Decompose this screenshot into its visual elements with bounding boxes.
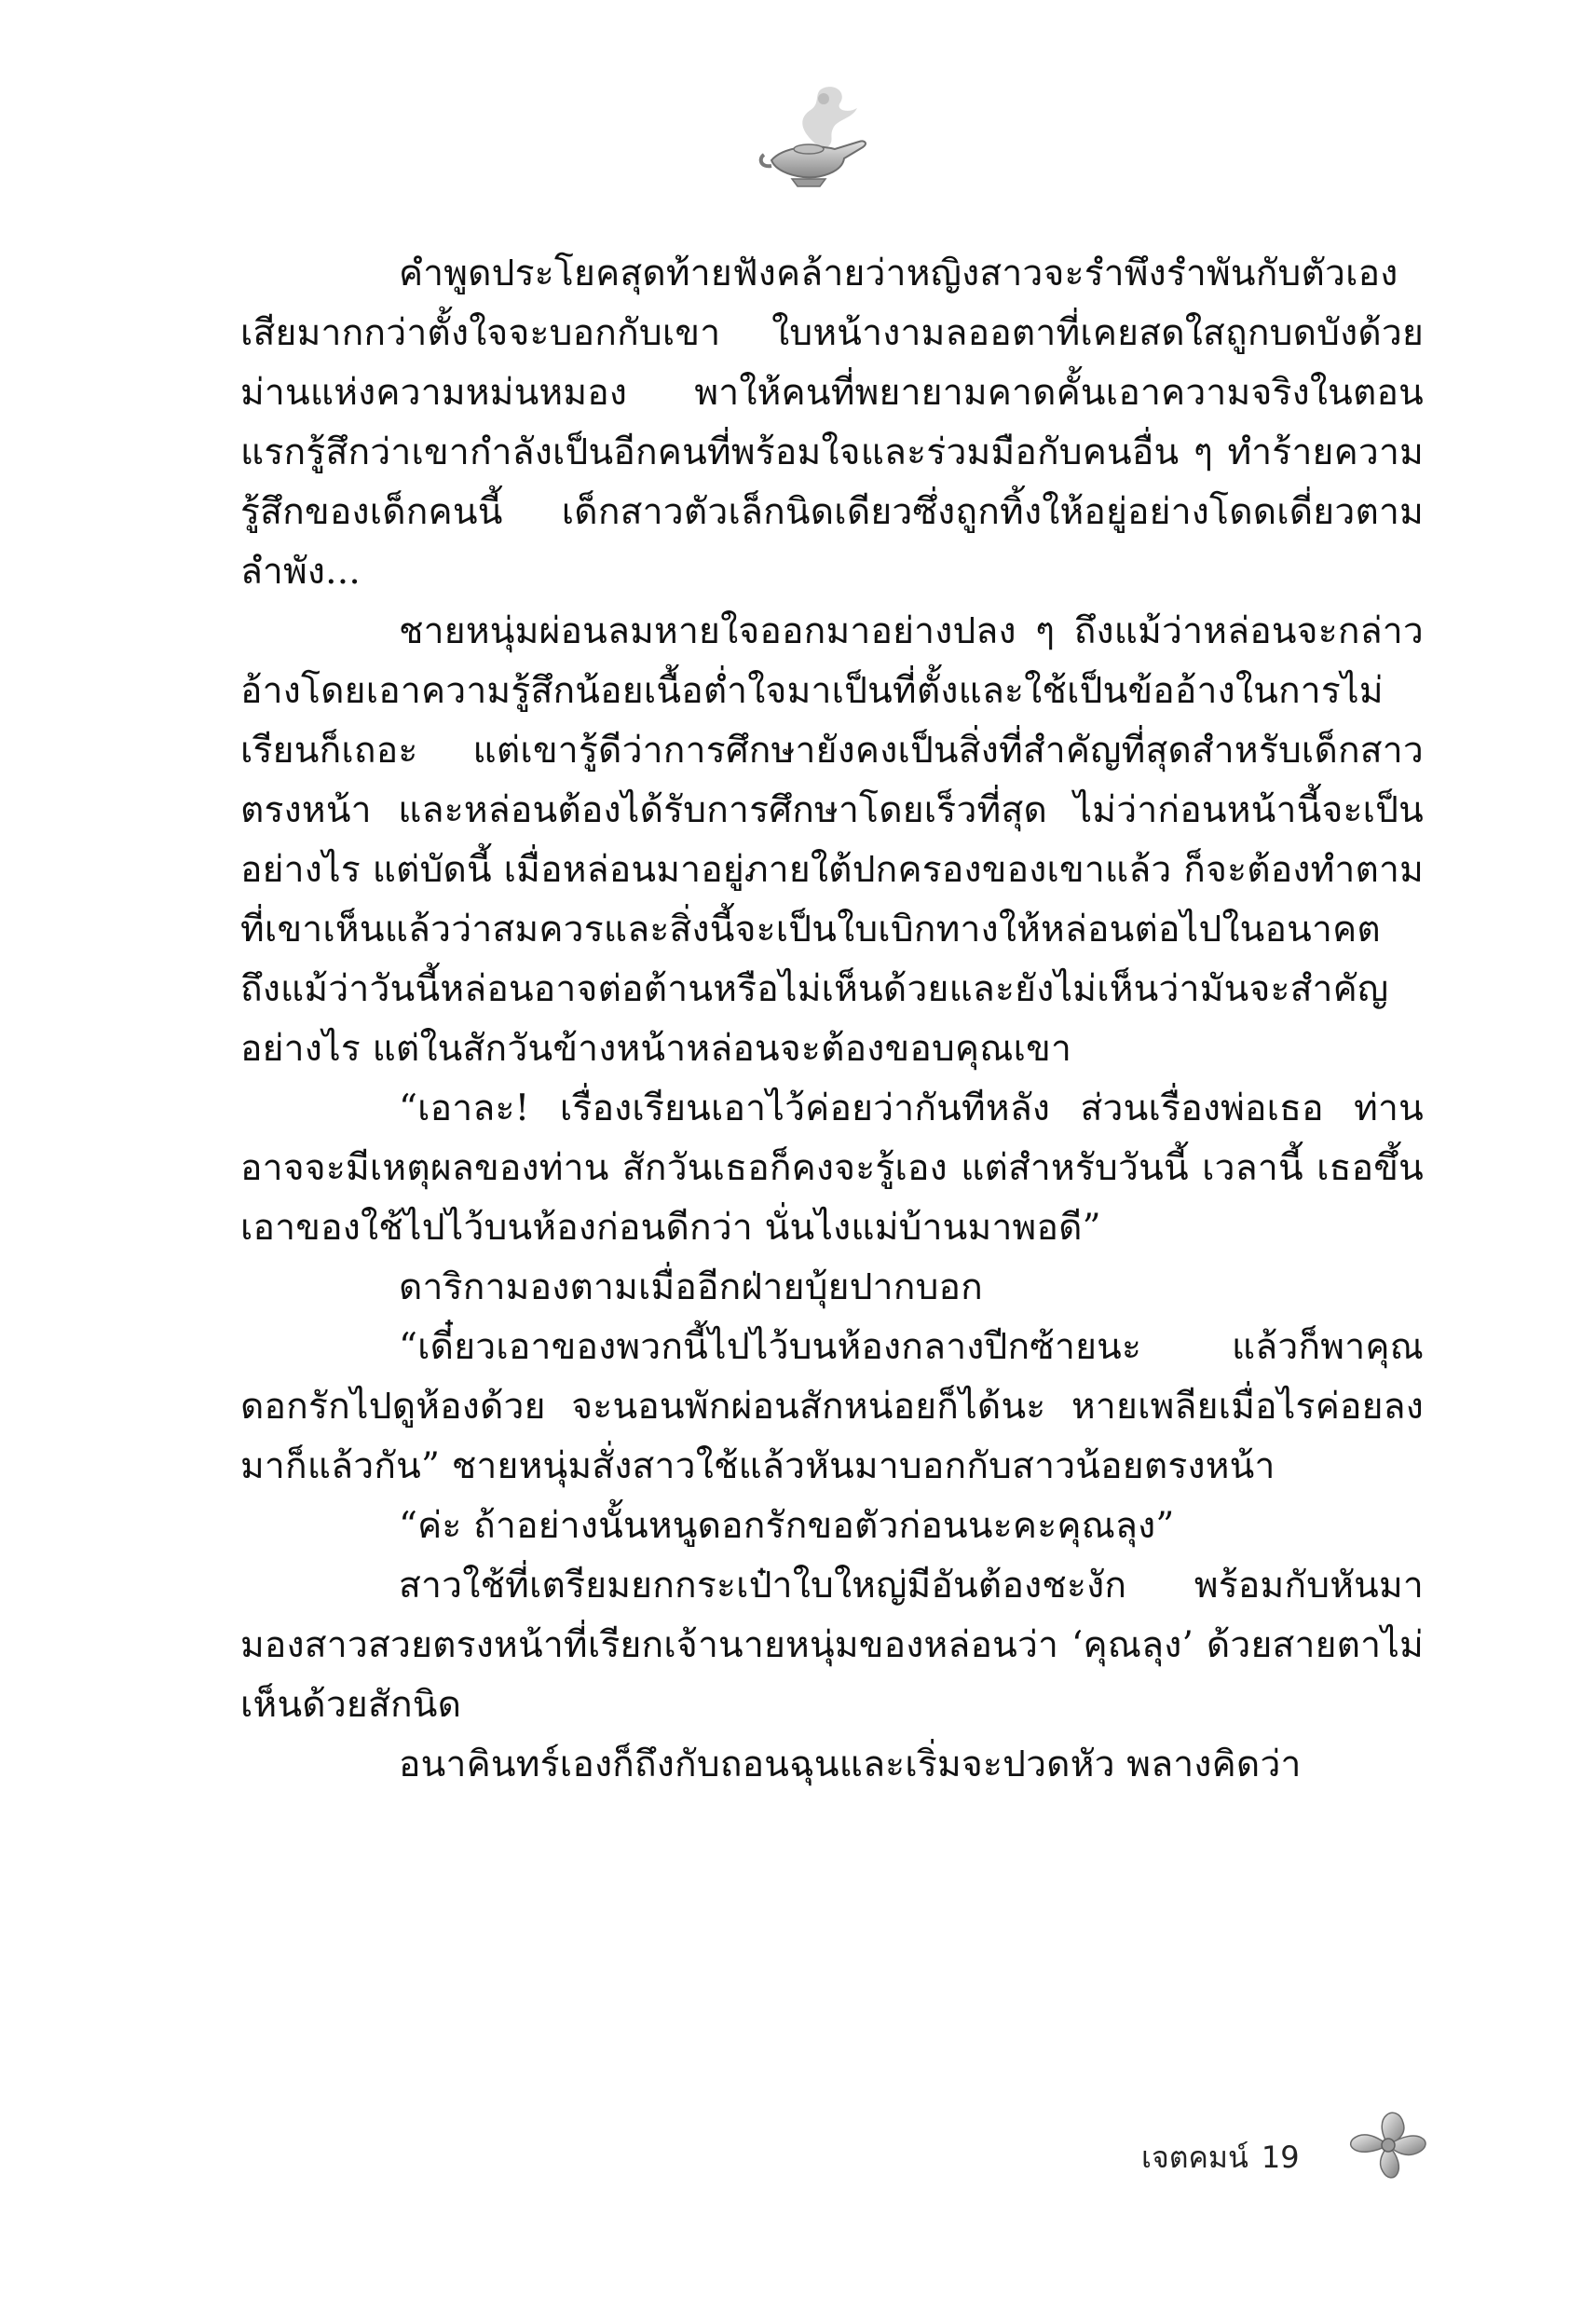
paragraph: ชายหนุ่มผ่อนลมหายใจออกมาอย่างปลง ๆ ถึงแม้ว่าหล่อนจะกล่าวอ้างโดยเอาความรู้สึกน้อยเนื้อต่ำใจมาเป็นที่ตั้งและใช้เป็นข้ออ้างในการไม่เรียนก็เถอะ แต่เขารู้ดีว่าการศึกษายังคงเป็นสิ่งที่สำคัญที่สุดสำหรับเด็กสาวตรงหน้า และหล่อนต้องได้รับการศึกษาโดยเร็วที่สุด ไม่ว่าก่อนหน้านี้จะเป็นอย่างไร แต่บัดนี้ เมื่อหล่อนมาอยู่ภายใต้ปกครองของเขาแล้ว ก็จะต้องทำตามที่เขาเห็นแล้วว่าสมควรและสิ่งนี้จะเป็นใบเบิกทางให้หล่อนต่อไปในอนาคต ถึงแม้ว่าวันนี้หล่อนอาจต่อต้านหรือไม่เห็นด้วยและยังไม่เห็นว่ามันจะสำคัญอย่างไร แต่ในสักวันข้างหน้าหล่อนจะต้องขอบคุณเขา <box>240 610 1424 1070</box>
flower-icon <box>1332 2097 1444 2195</box>
page-footer <box>1141 2134 1313 2181</box>
paragraph: “เอาละ! เรื่องเรียนเอาไว้ค่อยว่ากันทีหลัง ส่วนเรื่องพ่อเธอ ท่านอาจจะมีเหตุผลของท่าน สักวันเธอก็คงจะรู้เอง แต่สำหรับวันนี้ เวลานี้ เธอขึ้นเอาของใช้ไปไว้บนห้องก่อนดีกว่า นั่นไงแม่บ้านมาพอดี” <box>240 1087 1424 1249</box>
book-title: เจตคมน์ <box>1141 2140 1248 2175</box>
paragraph: สาวใช้ที่เตรียมยกกระเป๋าใบใหญ่มีอันต้องชะงัก พร้อมกับหันมามองสาวสวยตรงหน้าที่เรียกเจ้านายหนุ่มของหล่อนว่า ‘คุณลุง’ ด้วยสายตาไม่เห็นด้วยสักนิด <box>240 1565 1424 1726</box>
paragraph: คำพูดประโยคสุดท้ายฟังคล้ายว่าหญิงสาวจะรำพึงรำพันกับตัวเองเสียมากกว่าตั้งใจจะบอกกับเขา ใบหน้างามลออตาที่เคยสดใสถูกบดบังด้วยม่านแห่งความหม่นหมอง พาให้คนที่พยายามคาดคั้นเอาความจริงในตอนแรกรู้สึกว่าเขากำลังเป็นอีกคนที่พร้อมใจและร่วมมือกับคนอื่น ๆ ทำร้ายความรู้สึกของเด็กคนนี้ เด็กสาวตัวเล็กนิดเดียวซึ่งถูกทิ้งให้อยู่อย่างโดดเดี่ยวตามลำพัง... <box>240 253 1424 593</box>
paragraph: “ค่ะ ถ้าอย่างนั้นหนูดอกรักขอตัวก่อนนะคะคุณลุง” <box>399 1505 1175 1547</box>
body-text <box>240 244 1424 1795</box>
page-number: 19 <box>1261 2140 1300 2175</box>
paragraph: อนาคินทร์เองก็ถึงกับถอนฉุนและเริ่มจะปวดหัว พลางคิดว่า <box>399 1744 1302 1785</box>
paragraph: “เดี๋ยวเอาของพวกนี้ไปไว้บนห้องกลางปีกซ้ายนะ แล้วก็พาคุณดอกรักไปดูห้องด้วย จะนอนพักผ่อนสักหน่อยก็ได้นะ หายเพลียเมื่อไรค่อยลงมาก็แล้วกัน” ชายหนุ่มสั่งสาวใช้แล้วหันมาบอกกับสาวน้อยตรงหน้า <box>240 1326 1424 1487</box>
genie-lamp-icon <box>755 82 876 194</box>
paragraph: ดาริกามองตามเมื่ออีกฝ่ายบุ้ยปากบอก <box>399 1266 983 1308</box>
